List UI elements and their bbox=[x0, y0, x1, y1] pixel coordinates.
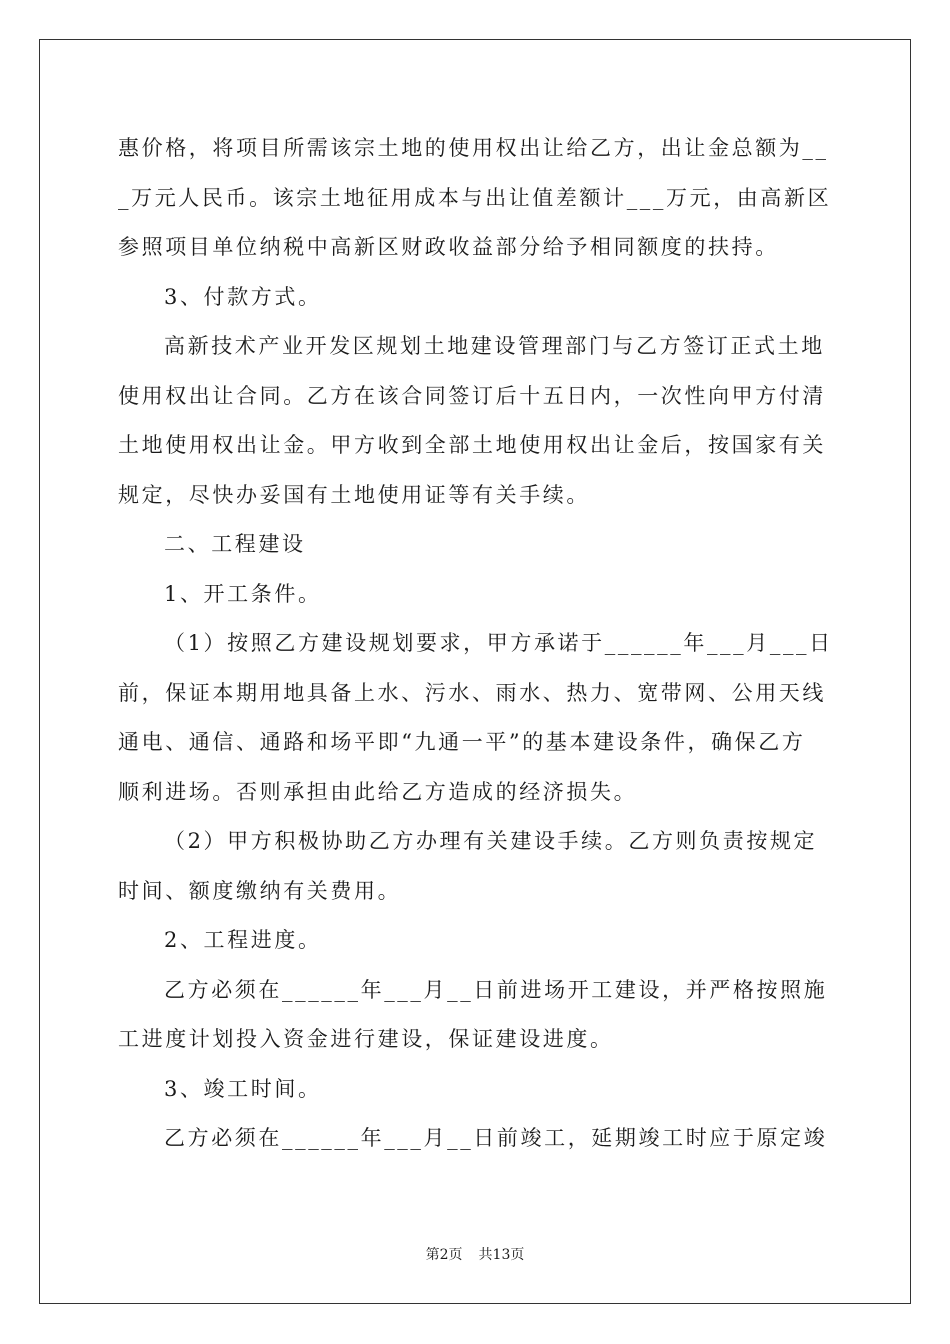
text-line: 工进度计划投入资金进行建设，保证建设进度。 bbox=[118, 1027, 614, 1051]
text-line: 土地使用权出让金。甲方收到全部土地使用权出让金后，按国家有关 bbox=[118, 433, 826, 457]
paragraph-start: 乙方必须在______年___月__日前进场开工建设，并严格按照施 bbox=[164, 977, 828, 1002]
text-line: 通电、通信、通路和场平即“九通一平”的基本建设条件，确保乙方 bbox=[118, 730, 806, 754]
text-line: 使用权出让合同。乙方在该合同签订后十五日内，一次性向甲方付清 bbox=[118, 383, 826, 408]
text-line: 顺利进场。否则承担由此给乙方造成的经济损失。 bbox=[118, 779, 638, 804]
page-footer bbox=[0, 1244, 950, 1264]
paragraph-start: 乙方必须在______年___月__日前竣工，延期竣工时应于原定竣 bbox=[164, 1126, 828, 1150]
section-heading: 1、开工条件。 bbox=[164, 581, 322, 606]
section-heading: 3、竣工时间。 bbox=[164, 1076, 322, 1101]
text-line: 时间、额度缴纳有关费用。 bbox=[118, 878, 402, 903]
page-number: 第2页 bbox=[425, 1247, 463, 1263]
text-line: 惠价格，将项目所需该宗土地的使用权出让给乙方，出让金总额为__ bbox=[118, 136, 829, 160]
text-line: 前，保证本期用地具备上水、污水、雨水、热力、宽带网、公用天线 bbox=[118, 680, 826, 705]
page-total: 共13页 bbox=[478, 1247, 525, 1263]
text-line: 规定，尽快办妥国有土地使用证等有关手续。 bbox=[118, 482, 590, 507]
document-body bbox=[118, 124, 833, 1164]
paragraph-start: 高新技术产业开发区规划土地建设管理部门与乙方签订正式土地 bbox=[164, 334, 825, 358]
paragraph-start: （1）按照乙方建设规划要求，甲方承诺于______年___月___日 bbox=[164, 631, 833, 655]
paragraph-start: （2）甲方积极协助乙方办理有关建设手续。乙方则负责按规定 bbox=[164, 829, 818, 853]
section-heading: 2、工程进度。 bbox=[164, 928, 322, 952]
section-heading: 3、付款方式。 bbox=[164, 284, 322, 309]
text-line: _万元人民币。该宗土地征用成本与出让值差额计___万元，由高新区 bbox=[118, 185, 832, 210]
text-line: 参照项目单位纳税中高新区财政收益部分给予相同额度的扶持。 bbox=[118, 235, 779, 259]
chapter-heading: 二、工程建设 bbox=[164, 532, 306, 556]
